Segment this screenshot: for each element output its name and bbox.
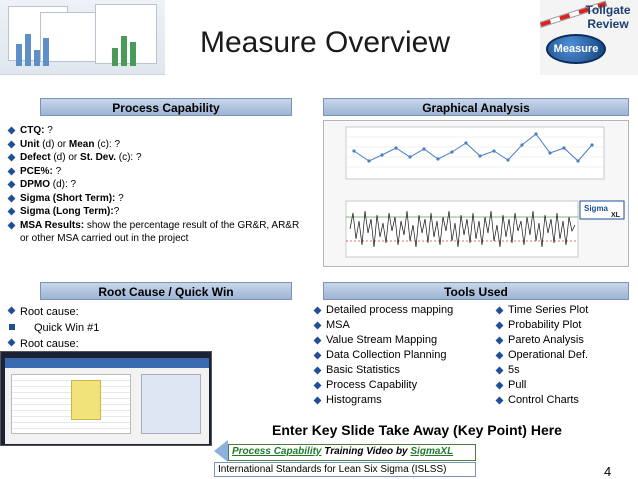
tools-used-header: Tools Used <box>323 282 629 300</box>
sigmaxl-logo-xl: XL <box>611 212 620 219</box>
sigmaxl-logo-text: Sigma <box>584 204 609 213</box>
tool-item: Pull <box>494 378 634 393</box>
tool-item: Value Stream Mapping <box>312 333 492 348</box>
software-screenshot-image <box>0 351 212 446</box>
page-title: Measure Overview <box>199 26 451 59</box>
tool-item: Basic Statistics <box>312 363 492 378</box>
dpmo-item: DPMO (d): ? <box>6 178 306 192</box>
training-video-link[interactable] <box>232 446 453 457</box>
tool-item: Histograms <box>312 393 492 408</box>
tool-item: Data Collection Planning <box>312 348 492 363</box>
unit-item: Unit (d) or Mean (c): ? <box>6 138 306 152</box>
process-capability-header: Process Capability <box>40 98 292 116</box>
tollgate-label <box>578 3 638 31</box>
sigmaxl-link[interactable]: SigmaXL <box>410 446 454 457</box>
key-takeaway-text: Enter Key Slide Take Away (Key Point) Here <box>272 422 562 438</box>
footer-text: International Standards for Lean Six Sigma (ISLSS) <box>218 464 447 475</box>
measure-badge: Measure <box>546 34 606 64</box>
tool-item: Operational Def. <box>494 348 634 363</box>
tool-item: Probability Plot <box>494 318 634 333</box>
process-capability-list <box>6 124 306 246</box>
tollgate-line1: Tollgate <box>585 3 631 17</box>
tool-item: Pareto Analysis <box>494 333 634 348</box>
ctq-item: CTQ: ? <box>6 124 306 138</box>
quick-win-item: Quick Win #1 <box>6 320 296 336</box>
tools-used-column-1 <box>312 303 492 408</box>
page-number: 4 <box>604 464 612 479</box>
tool-item: MSA <box>312 318 492 333</box>
root-cause-item-2: Root cause: <box>6 336 296 352</box>
video-link-mid: Training Video by <box>321 446 411 457</box>
root-cause-item-1: Root cause: <box>6 304 296 320</box>
header-thumbnail-image <box>0 0 165 75</box>
tollgate-review-logo <box>540 0 638 75</box>
msa-results-item: MSA Results: show the percentage result of the GR&R, AR&R or other MSA carried out in the project <box>6 219 306 246</box>
graphical-analysis-image <box>323 120 629 267</box>
tool-item: Control Charts <box>494 393 634 408</box>
root-cause-list <box>6 304 296 352</box>
sigma-short-term-item: Sigma (Short Term): ? <box>6 192 306 206</box>
graphical-analysis-header: Graphical Analysis <box>323 98 629 116</box>
pce-item: PCE%: ? <box>6 165 306 179</box>
chart-thumbnail <box>324 121 630 268</box>
tool-item: Detailed process mapping <box>312 303 492 318</box>
tool-item: Process Capability <box>312 378 492 393</box>
left-arrow-icon <box>214 440 228 462</box>
process-capability-link[interactable]: Process Capability <box>232 446 322 457</box>
tools-used-column-2 <box>494 303 634 408</box>
tool-item: 5s <box>494 363 634 378</box>
tool-item: Time Series Plot <box>494 303 634 318</box>
defect-item: Defect (d) or St. Dev. (c): ? <box>6 151 306 165</box>
root-cause-header: Root Cause / Quick Win <box>40 282 292 300</box>
tollgate-line2: Review <box>587 17 629 31</box>
sigma-long-term-item: Sigma (Long Term):? <box>6 205 306 219</box>
